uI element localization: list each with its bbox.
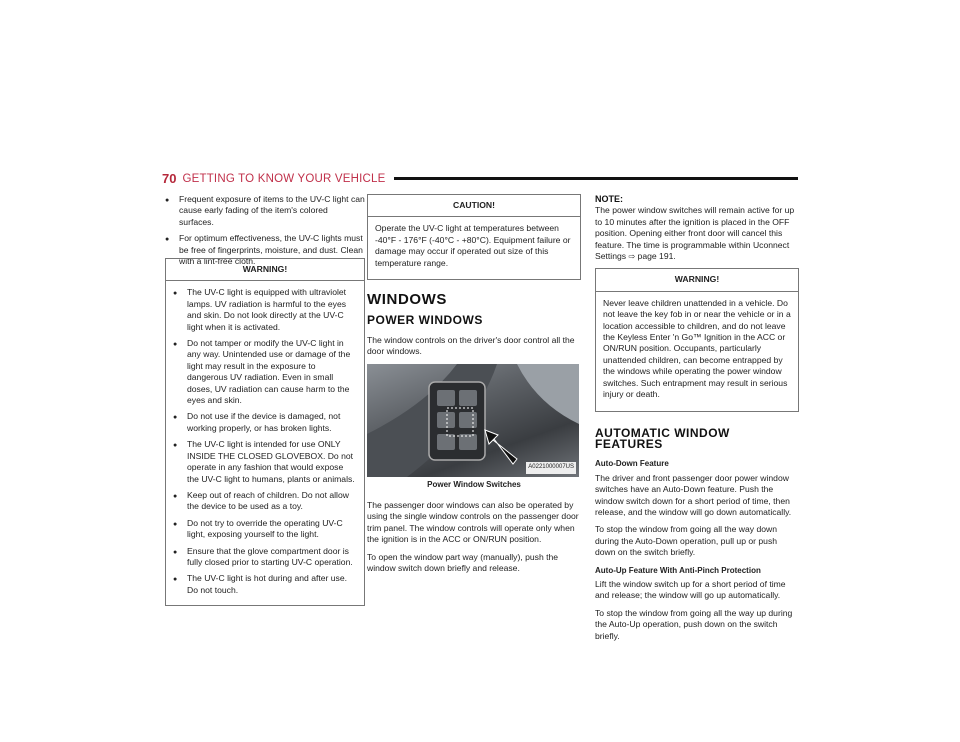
auto-down-title: Auto-Down Feature <box>595 459 669 469</box>
bullet-icon: ● <box>173 492 178 500</box>
note-text: The power window switches will remain active for up to 10 minutes after the ignition is placed in the OFF position. Opening either front door will cancel this feature. The time is programmable within Uconnect Settings ⇨ page 191. <box>595 205 795 262</box>
body-paragraph: To open the window part way (manually), push the window switch down briefly and release. <box>367 551 559 574</box>
warning-item: ● The UV-C light is equipped with ultraviolet lamps. UV radiation is harmful to the eyes and skin. Do not look directly at the UV-C light when it is activated. <box>173 287 347 332</box>
power-window-switches-photo <box>367 364 579 477</box>
warning-item: ● The UV-C light is hot during and after use. Do not touch. <box>173 573 348 595</box>
body-paragraph: Lift the window switch up for a short period of time and release; the window will go up automatically. <box>595 578 786 601</box>
bullet-item: ● For optimum effectiveness, the UV-C lights must be free of fingerprints, moisture, and dust. Clean with a lint-free cloth. <box>165 233 363 267</box>
warning-item: ● Keep out of reach of children. Do not allow the device to be used as a toy. <box>173 489 349 512</box>
bullet-item: ● Frequent exposure of items to the UV-C light can cause early fading of the item's colored surfaces. <box>165 194 365 227</box>
column-1 <box>165 194 365 595</box>
page-header <box>162 171 798 186</box>
warning-item: ● Do not try to override the operating UV-C light, exposing yourself to the light. <box>173 517 343 540</box>
image-caption: Power Window Switches <box>427 479 521 489</box>
bullet-icon: ● <box>173 442 178 450</box>
bullet-icon: ● <box>173 290 178 298</box>
warning-item: ● The UV-C light is intended for use ONLY INSIDE THE CLOSED GLOVEBOX. Do not operate in any fashion that would expose the UV-C light to humans, plants or animals. <box>173 439 355 484</box>
note-label: NOTE: <box>595 194 623 204</box>
page-ref-icon: ⇨ <box>628 252 636 262</box>
bullet-icon: ● <box>165 197 170 204</box>
column-3 <box>595 194 799 648</box>
bullet-icon: ● <box>173 520 178 528</box>
body-paragraph: The passenger door windows can also be operated by using the single window controls on the passenger door trim panel. The window controls will operate only when the ignition is in the ACC or ON/RUN position. <box>367 500 579 545</box>
caution-box <box>367 194 581 280</box>
body-paragraph: To stop the window from going all the way up during the Auto-Up operation, push down on the switch briefly. <box>595 607 793 641</box>
warning-text: Never leave children unattended in a vehicle. Do not leave the key fob in or near the vehicle or in a location accessible to children, and do not leave the Keyless Enter 'n Go™ Ignition in the ACC or ON/RUN position. Occupants, particularly unattended children, can become entrapped by the windows while operating the power window switches. Such entrapment may result in serious injury or death. <box>603 297 791 400</box>
bullet-icon: ● <box>173 414 178 422</box>
bullet-icon: ● <box>165 236 170 244</box>
bullet-icon: ● <box>173 341 178 349</box>
subheading-automatic-window-features: AUTOMATIC WINDOW FEATURES <box>595 425 730 451</box>
window-switch-illustration <box>367 364 579 477</box>
bullet-icon: ● <box>173 576 178 584</box>
intro-text: The window controls on the driver's door control all the door windows. <box>367 334 575 357</box>
subheading-power-windows: POWER WINDOWS <box>367 313 483 328</box>
auto-up-title: Auto-Up Feature With Anti-Pinch Protection <box>595 565 761 575</box>
body-paragraph: To stop the window from going all the way down during the Auto-Down operation, pull up or push down on the switch briefly. <box>595 524 778 558</box>
caution-title: CAUTION! <box>368 195 580 217</box>
header-rule <box>394 177 798 180</box>
section-heading: WINDOWS <box>367 291 448 309</box>
column-2 <box>367 194 581 581</box>
body-paragraph: The driver and front passenger door power window switches have an Auto-Down feature. Push the window switch down for a short period of time, then release, and the window will go down automatically. <box>595 472 792 517</box>
warning-box <box>595 268 799 411</box>
warning-title: WARNING! <box>596 269 798 291</box>
section-title: GETTING TO KNOW YOUR VEHICLE <box>182 172 386 185</box>
bullet-icon: ● <box>173 548 178 556</box>
page-number: 70 <box>162 171 177 186</box>
warning-item: ● Do not use if the device is damaged, not working properly, or has broken lights. <box>173 411 341 433</box>
warning-box <box>165 258 365 606</box>
warning-item: ● Ensure that the glove compartment door is fully closed prior to starting UV-C operation. <box>173 545 353 567</box>
image-code: A0221000007US <box>526 462 576 473</box>
page-ref-link[interactable]: page 191. <box>637 251 676 262</box>
warning-title: WARNING! <box>166 259 364 281</box>
caution-text: Operate the UV-C light at temperatures between -40°F - 176°F (-40°C - +80°C). Equipment failure or damage may occur if operated out size of this temperature range. <box>375 223 571 268</box>
warning-item: ● Do not tamper or modify the UV-C light in any way. Unintended use or damage of the light may result in the exposure to dangerous UV radiation. Even in small doses, UV radiation can cause harm to the eyes and skin. <box>173 338 351 406</box>
